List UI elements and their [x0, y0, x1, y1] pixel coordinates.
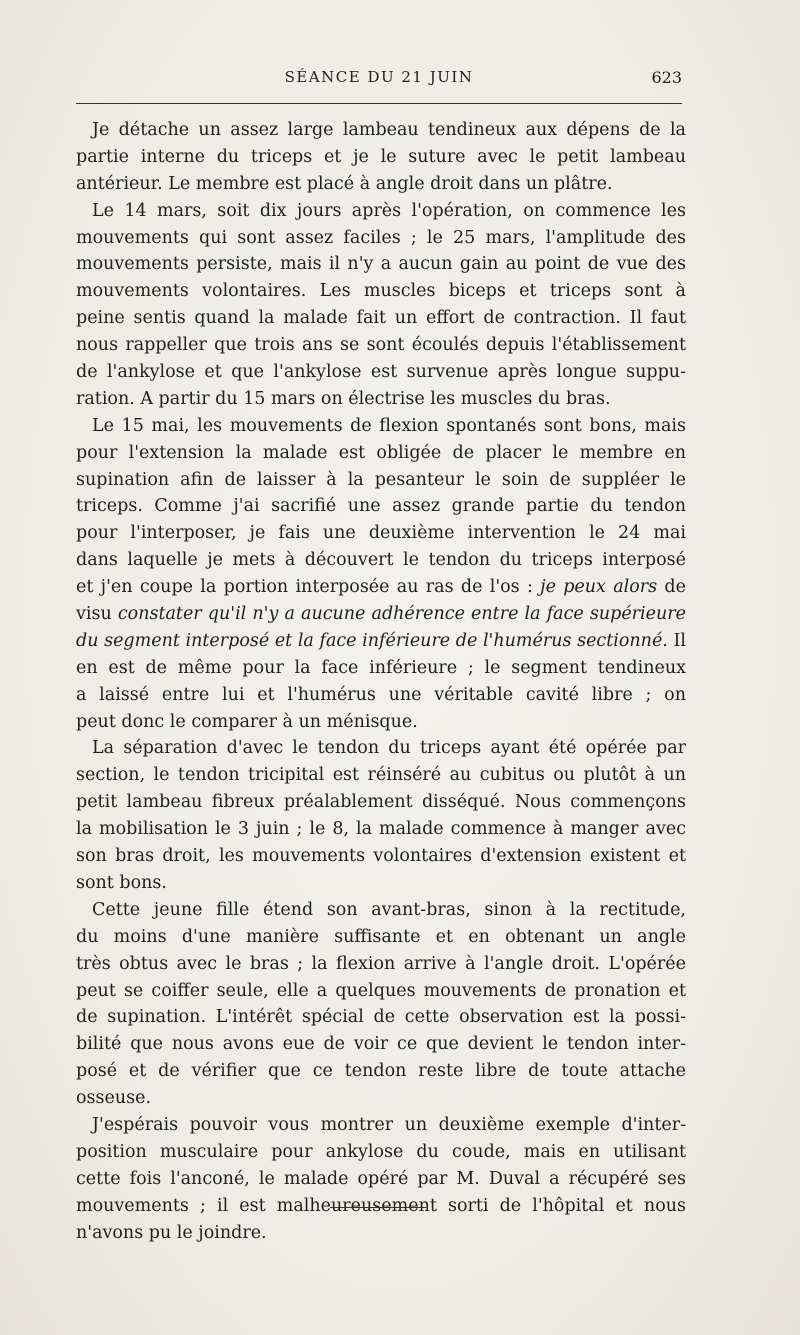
text-line-main: Je détache un assez large lambeau tendineux aux dépens de la: [92, 120, 686, 140]
text-line-main: La séparation d'avec le tendon du triceps ayant été opérée par: [92, 738, 686, 759]
text-line-main: J'espérais pouvoir vous montrer un deuxième exemple d'inter-: [92, 1114, 686, 1135]
text-line: [76, 171, 686, 198]
text-line-main: osseuse.: [76, 1088, 152, 1109]
text-line-main: son bras droit, les mouvements volontaires d'extension existent et: [76, 846, 686, 867]
text-line-main: partie interne du triceps et je le suture avec le petit lambeau: [76, 146, 686, 167]
text-line-main: bilité que nous avons eue de voir ce que devient le tendon inter-: [76, 1034, 686, 1055]
text-line: [76, 978, 686, 1005]
text-line: [76, 520, 686, 547]
page-number: 623: [651, 68, 682, 87]
text-line: [76, 386, 686, 413]
text-line: [76, 628, 686, 655]
text-line-main: de l'ankylose et que l'ankylose est survenue après longue suppu-: [76, 362, 686, 383]
text-line-main: du moins d'une manière suffisante et en obtenant un angle: [76, 926, 686, 947]
text-line: [76, 144, 686, 171]
text-line-main: très obtus avec le bras ; la flexion arrive à l'angle droit. L'opérée: [76, 953, 686, 974]
text-line: [76, 1220, 686, 1247]
text-line-main: visu: [76, 604, 118, 625]
text-line: [76, 332, 686, 359]
text-line-main: Cette jeune fille étend son avant-bras, sinon à la rectitude,: [92, 899, 686, 920]
text-line-main: section, le tendon tricipital est réinséré au cubitus ou plutôt à un: [76, 765, 686, 786]
text-line: [76, 440, 686, 467]
text-line-main: en est de même pour la face inférieure ; le segment tendineux: [76, 657, 686, 678]
text-line-main: peut se coiffer seule, elle a quelques mouvements de pronation et: [76, 980, 686, 1001]
text-line-main: de supination. L'intérêt spécial de cette observation est la possi-: [76, 1007, 686, 1028]
text-line-main: posé et de vérifier que ce tendon reste libre de toute attache: [76, 1061, 686, 1082]
text-line-italic: je peux alors: [540, 577, 658, 598]
text-line: [76, 735, 686, 762]
text-line: [76, 1031, 686, 1058]
text-line-main: n'avons pu le joindre.: [76, 1222, 267, 1243]
text-line-tail: Il: [667, 630, 687, 651]
text-line-main: peine sentis quand la malade fait un effort de contraction. Il faut: [76, 308, 686, 329]
text-line-main: mouvements volontaires. Les muscles biceps et triceps sont à: [76, 281, 686, 302]
text-line: [76, 1085, 686, 1112]
text-line: [76, 816, 686, 843]
text-line-main: mouvements ; il est malheureusement sorti de l'hôpital et nous: [76, 1195, 686, 1216]
text-line: [76, 117, 686, 144]
text-line: [76, 574, 686, 601]
text-line-main: pour l'extension la malade est obligée de placer le membre en: [76, 442, 686, 463]
text-line: [76, 493, 686, 520]
text-line: [76, 467, 686, 494]
text-line-main: la mobilisation le 3 juin ; le 8, la malade commence à manger avec: [76, 819, 686, 840]
text-line-italic: du segment interposé et la face inférieure de l'humérus sectionné.: [76, 630, 668, 651]
text-line: [76, 682, 686, 709]
text-line: [76, 251, 686, 278]
text-line: [76, 1166, 686, 1193]
text-line: [76, 709, 686, 736]
text-line: [76, 1112, 686, 1139]
text-line-main: triceps. Comme j'ai sacrifié une assez grande partie du tendon: [76, 496, 686, 517]
text-line: [76, 601, 686, 628]
text-line-main: peut donc le comparer à un ménisque.: [76, 711, 418, 732]
end-rule: [330, 1207, 426, 1208]
text-line: [76, 897, 686, 924]
text-line: [76, 762, 686, 789]
text-line-main: nous rappeller que trois ans se sont écoulés depuis l'établissement: [76, 335, 686, 356]
text-line-main: Le 14 mars, soit dix jours après l'opération, on commence les: [92, 200, 686, 221]
text-line-main: et j'en coupe la portion interposée au ras de l'os :: [76, 577, 541, 598]
text-line: [76, 305, 686, 332]
text-line: [76, 924, 686, 951]
text-line: [76, 951, 686, 978]
text-line-tail: de: [657, 577, 686, 598]
text-line-main: petit lambeau fibreux préalablement disséqué. Nous commençons: [76, 792, 686, 813]
text-line-main: a laissé entre lui et l'humérus une véritable cavité libre ; on: [76, 684, 686, 705]
text-line: [76, 870, 686, 897]
text-line: [76, 655, 686, 682]
text-line-italic: constater qu'il n'y a aucune adhérence entre la face supérieure: [117, 604, 686, 625]
page-header: [76, 68, 682, 92]
text-line: [76, 547, 686, 574]
text-line-main: cette fois l'anconé, le malade opéré par M. Duval a récupéré ses: [76, 1168, 686, 1189]
text-line: [76, 1139, 686, 1166]
text-line: [76, 359, 686, 386]
running-head: SÉANCE DU 21 JUIN: [284, 68, 474, 86]
text-line: [76, 225, 686, 252]
text-line-main: Le 15 mai, les mouvements de flexion spontanés sont bons, mais: [92, 415, 686, 436]
text-line: [76, 198, 686, 225]
text-line-main: dans laquelle je mets à découvert le tendon du triceps interposé: [76, 550, 686, 571]
body-text: [76, 117, 686, 1246]
text-line-main: ration. A partir du 15 mars on électrise les muscles du bras.: [76, 388, 611, 409]
text-line-main: position musculaire pour ankylose du coude, mais en utilisant: [76, 1141, 686, 1162]
text-line: [76, 413, 686, 440]
text-line-main: mouvements persiste, mais il n'y a aucun gain au point de vue des: [76, 254, 686, 275]
text-line: [76, 789, 686, 816]
text-line-main: supination afin de laisser à la pesanteur le soin de suppléer le: [76, 469, 686, 490]
text-line: [76, 843, 686, 870]
text-line-main: pour l'interposer, je fais une deuxième intervention le 24 mai: [76, 523, 686, 544]
text-line-main: sont bons.: [76, 872, 167, 893]
text-line-main: antérieur. Le membre est placé à angle droit dans un plâtre.: [76, 173, 613, 194]
text-line: [76, 278, 686, 305]
text-line-main: mouvements qui sont assez faciles ; le 25 mars, l'amplitude des: [76, 227, 686, 248]
text-line: [76, 1004, 686, 1031]
text-line: [76, 1058, 686, 1085]
header-rule: [76, 103, 682, 104]
